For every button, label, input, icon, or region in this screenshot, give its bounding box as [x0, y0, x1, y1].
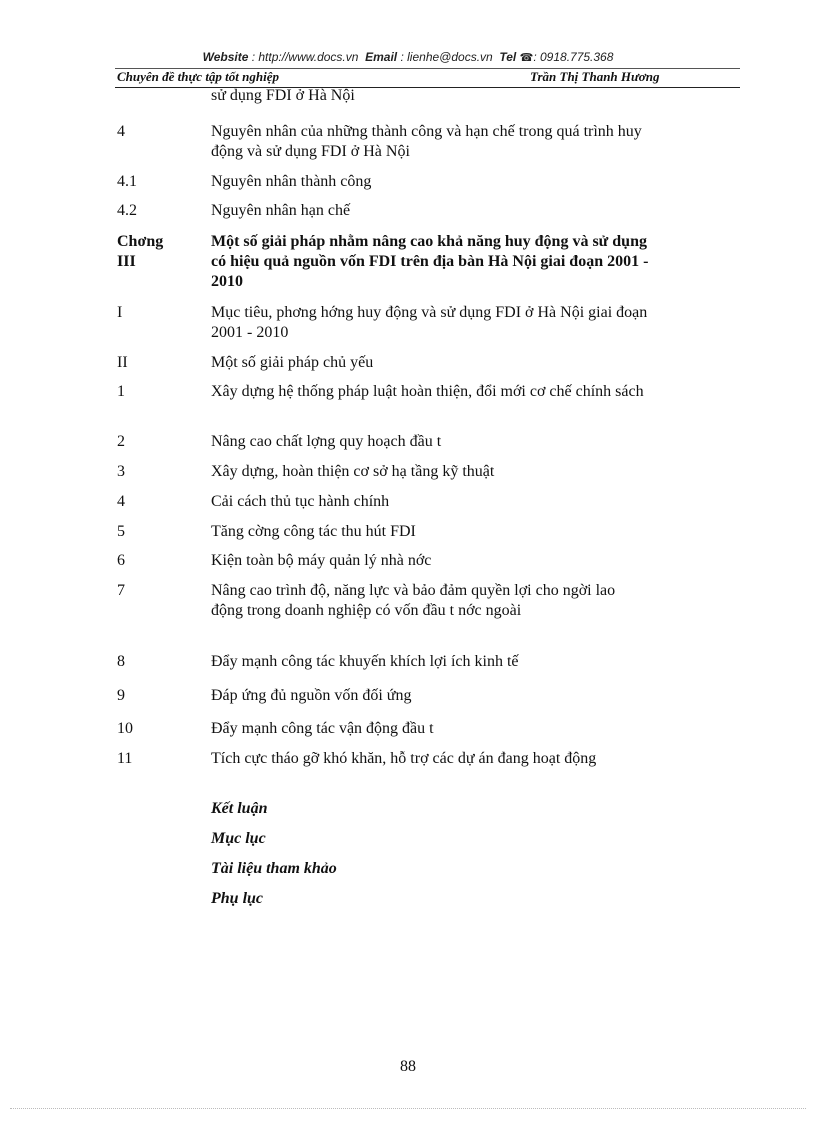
running-header [115, 68, 740, 88]
toc-entry-text: sử dụng FDI ở Hà Nội [211, 87, 355, 104]
toc-entry-number: 8 [117, 653, 125, 670]
toc-entry-text: Tài liệu tham khảo [211, 860, 337, 877]
author-name: Trần Thị Thanh Hương [530, 69, 660, 84]
toc-entry-text: Đẩy mạnh công tác vận động đầu t [211, 720, 434, 737]
toc-entry-number: 11 [117, 750, 133, 767]
toc-entry-text: Kết luận [211, 800, 268, 817]
toc-entry-text: Nguyên nhân thành công [211, 173, 372, 190]
toc-entry-text: Mục tiêu, phơng hớng huy động và sử dụng FDI ở Hà Nội giai đoạn 2001 - 2010 [211, 304, 648, 341]
website-label: Website [202, 50, 249, 64]
toc-entry-number: 2 [117, 433, 125, 450]
website-contact-line [0, 50, 816, 64]
toc-entry-number: I [117, 304, 123, 321]
toc-chapter-title: Một số giải pháp nhằm nâng cao khả năng huy động và sử dụng có hiệu quả nguồn vốn FDI trên địa bàn Hà Nội giai đoạn 2001 - 2010 [211, 233, 649, 290]
email-label: Email [365, 50, 398, 64]
toc-entry-text: Nguyên nhân của những thành công và hạn chế trong quá trình huy động và sử dụng FDI ở Hà Nội [211, 123, 642, 160]
toc-entry-number: 3 [117, 463, 125, 480]
toc-entry-number: II [117, 354, 128, 371]
toc-entry-number: 4.1 [117, 173, 137, 190]
toc-entry-number: 4 [117, 123, 125, 140]
toc-entry-number: 10 [117, 720, 133, 737]
page-number: 88 [400, 1058, 416, 1075]
toc-entry-number: 1 [117, 383, 125, 400]
tel-label: Tel [499, 50, 517, 64]
toc-entry-text: Một số giải pháp chủ yếu [211, 354, 374, 371]
toc-entry-text: Xây dựng hệ thống pháp luật hoàn thiện, đổi mới cơ chế chính sách [211, 383, 644, 400]
website-value: : http://www.docs.vn [251, 50, 359, 64]
page-bottom-divider [10, 1108, 806, 1109]
email-value: : lienhe@docs.vn [400, 50, 493, 64]
toc-entry-number: 6 [117, 552, 125, 569]
toc-entry-text: Mục lục [211, 830, 266, 847]
toc-entry-number: 9 [117, 687, 125, 704]
toc-entry-text: Nâng cao trình độ, năng lực và bảo đảm quyền lợi cho ngời lao động trong doanh nghiệp có vốn đầu t nớc ngoài [211, 582, 616, 619]
toc-entry-text: Đáp ứng đủ nguồn vốn đối ứng [211, 687, 412, 704]
toc-entry-number: 7 [117, 582, 125, 599]
toc-entry-number: 5 [117, 523, 125, 540]
toc-chapter-number: Chơng III [117, 233, 164, 270]
toc-entry-text: Tăng cờng công tác thu hút FDI [211, 523, 416, 540]
toc-entry-text: Xây dựng, hoàn thiện cơ sở hạ tầng kỹ thuật [211, 463, 495, 480]
toc-entry-text: Nguyên nhân hạn chế [211, 202, 351, 219]
toc-entry-text: Nâng cao chất lợng quy hoạch đầu t [211, 433, 442, 450]
toc-entry-number: 4 [117, 493, 125, 510]
toc-entry-text: Đẩy mạnh công tác khuyến khích lợi ích kinh tế [211, 653, 519, 670]
topic-title: Chuyên đề thực tập tốt nghiệp [117, 69, 279, 84]
toc-entry-text: Phụ lục [211, 890, 264, 907]
phone-icon: ☎ [519, 52, 534, 64]
toc-entry-text: Cải cách thủ tục hành chính [211, 493, 390, 510]
toc-entry-text: Tích cực tháo gỡ khó khăn, hỗ trợ các dự án đang hoạt động [211, 750, 597, 767]
tel-value: : 0918.775.368 [533, 50, 614, 64]
toc-entry-text: Kiện toàn bộ máy quản lý nhà nớc [211, 552, 432, 569]
toc-entry-number: 4.2 [117, 202, 137, 219]
